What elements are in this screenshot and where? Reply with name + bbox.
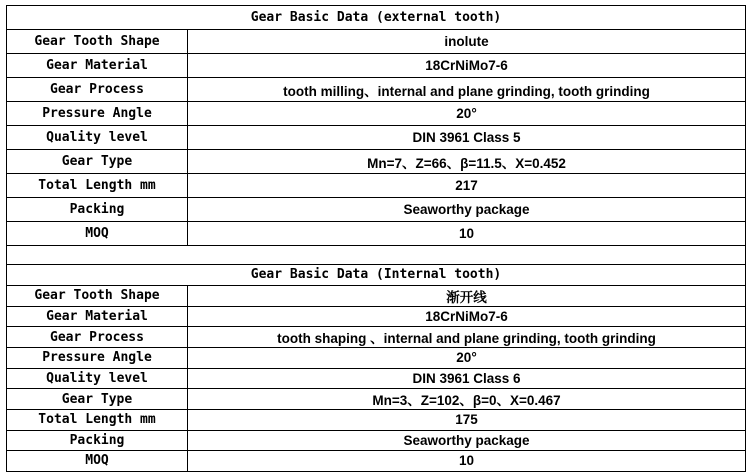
internal-tooth-table-title: Gear Basic Data (Internal tooth) (7, 265, 746, 286)
external-tooth-table-row (7, 174, 746, 198)
gear-data-table (6, 5, 746, 472)
row-label: Gear Material (7, 54, 188, 78)
internal-tooth-table-row (7, 368, 746, 389)
external-tooth-table-row (7, 78, 746, 102)
row-label: Gear Process (7, 327, 188, 348)
internal-tooth-table-row (7, 285, 746, 306)
row-label: Total Length mm (7, 410, 188, 431)
row-value: Mn=7、Z=66、β=11.5、X=0.452 (188, 150, 746, 174)
row-value: 18CrNiMo7-6 (188, 306, 746, 327)
external-tooth-table-title: Gear Basic Data (external tooth) (7, 6, 746, 30)
spacer-row (7, 246, 746, 265)
row-value: tooth shaping 、internal and plane grinding, tooth grinding (188, 327, 746, 348)
row-value: 20° (188, 102, 746, 126)
row-label: Gear Type (7, 389, 188, 410)
row-value: 18CrNiMo7-6 (188, 54, 746, 78)
spacer-cell (7, 246, 746, 265)
external-tooth-table-row (7, 222, 746, 246)
external-tooth-table-row (7, 150, 746, 174)
row-label: Packing (7, 198, 188, 222)
row-value: inolute (188, 30, 746, 54)
row-label: Gear Material (7, 306, 188, 327)
row-value: Seaworthy package (188, 198, 746, 222)
internal-tooth-table-row (7, 306, 746, 327)
external-tooth-table-row (7, 30, 746, 54)
row-label: Gear Tooth Shape (7, 285, 188, 306)
row-label: Quality level (7, 368, 188, 389)
row-label: Pressure Angle (7, 348, 188, 369)
row-label: MOQ (7, 451, 188, 472)
row-value: tooth milling、internal and plane grinding, tooth grinding (188, 78, 746, 102)
row-label: Gear Type (7, 150, 188, 174)
gear-data-sheet (6, 5, 745, 472)
row-value: Mn=3、Z=102、β=0、X=0.467 (188, 389, 746, 410)
internal-tooth-table-row (7, 451, 746, 472)
internal-tooth-table-row (7, 410, 746, 431)
external-tooth-table-row (7, 102, 746, 126)
internal-tooth-table-row (7, 348, 746, 369)
internal-tooth-table-row (7, 327, 746, 348)
row-value: 渐开线 (188, 285, 746, 306)
row-value: 175 (188, 410, 746, 431)
internal-tooth-table-row (7, 430, 746, 451)
row-value: 217 (188, 174, 746, 198)
external-tooth-table-row (7, 126, 746, 150)
internal-tooth-table-row (7, 389, 746, 410)
row-label: Total Length mm (7, 174, 188, 198)
row-label: MOQ (7, 222, 188, 246)
row-label: Packing (7, 430, 188, 451)
row-value: Seaworthy package (188, 430, 746, 451)
external-tooth-table-row (7, 198, 746, 222)
row-value: DIN 3961 Class 5 (188, 126, 746, 150)
row-value: 20° (188, 348, 746, 369)
row-value: 10 (188, 451, 746, 472)
row-value: 10 (188, 222, 746, 246)
row-label: Quality level (7, 126, 188, 150)
gear-data-table-body (7, 6, 746, 472)
row-label: Pressure Angle (7, 102, 188, 126)
external-tooth-table-row (7, 54, 746, 78)
row-label: Gear Process (7, 78, 188, 102)
row-label: Gear Tooth Shape (7, 30, 188, 54)
row-value: DIN 3961 Class 6 (188, 368, 746, 389)
